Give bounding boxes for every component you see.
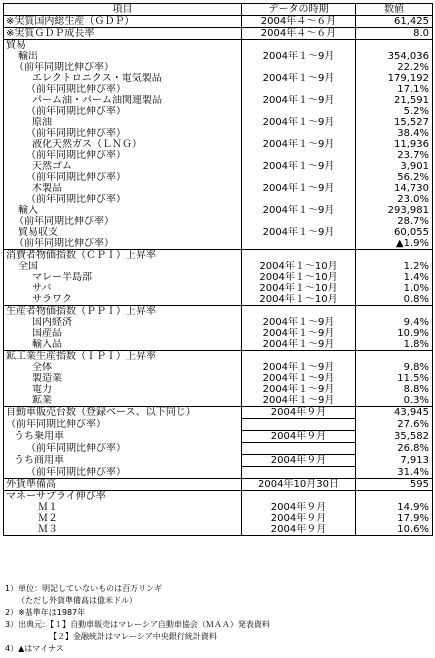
- value-cell: [356, 351, 433, 363]
- table-row: [4, 272, 433, 283]
- table-row: [4, 250, 433, 262]
- item-cell: （前年同期比伸び率）: [4, 128, 242, 139]
- item-cell: エレクトロニクス・電気製品: [4, 73, 242, 84]
- value-cell: 17.9%: [356, 513, 433, 524]
- item-cell: 貿易収支: [4, 227, 242, 238]
- period-cell: [242, 194, 356, 205]
- item-cell: 製造業: [4, 373, 242, 384]
- footnote-line: 1）単位：明記していないものは百万リンギ: [5, 584, 163, 593]
- table-row: [4, 339, 433, 351]
- period-cell: 2004年１～10月: [242, 283, 356, 294]
- value-cell: 1.4%: [356, 272, 433, 283]
- value-cell: 11.5%: [356, 373, 433, 384]
- item-cell: 国内経済: [4, 317, 242, 328]
- value-cell: 7,913: [356, 455, 433, 467]
- item-cell: マネーサプライ伸び率: [4, 491, 242, 503]
- period-cell: 2004年１～9月: [242, 328, 356, 339]
- value-cell: 9.8%: [356, 362, 433, 373]
- table-row: [4, 431, 433, 443]
- item-cell: 鉱業: [4, 395, 242, 407]
- table-row: [4, 455, 433, 467]
- item-cell: 国産品: [4, 328, 242, 339]
- table-row: [4, 62, 433, 73]
- value-cell: 11,936: [356, 139, 433, 150]
- item-cell: 原油: [4, 117, 242, 128]
- value-cell: 3,901: [356, 161, 433, 172]
- item-cell: （前年同期比伸び率）: [4, 62, 242, 73]
- value-cell: 23.0%: [356, 194, 433, 205]
- value-cell: 0.8%: [356, 294, 433, 306]
- period-cell: 2004年１～9月: [242, 373, 356, 384]
- table-row: [4, 491, 433, 503]
- table-row: [4, 73, 433, 84]
- table-row: [4, 467, 433, 479]
- value-cell: 35,582: [356, 431, 433, 443]
- item-cell: うち商用車: [4, 455, 242, 467]
- item-cell: うち乗用車: [4, 431, 242, 443]
- value-cell: 38.4%: [356, 128, 433, 139]
- table-row: [4, 351, 433, 363]
- value-cell: 26.8%: [356, 443, 433, 455]
- footnotes: [5, 583, 430, 655]
- period-cell: 2004年９月: [242, 455, 356, 467]
- table-row: [4, 395, 433, 407]
- period-cell: 2004年１～10月: [242, 272, 356, 283]
- item-cell: 全体: [4, 362, 242, 373]
- item-cell: パーム油・パーム油関連製品: [4, 95, 242, 106]
- item-cell: 電力: [4, 384, 242, 395]
- period-cell: 2004年９月: [242, 524, 356, 536]
- item-cell: Ｍ２: [4, 513, 242, 524]
- value-cell: 8.8%: [356, 384, 433, 395]
- footnote-line: （ただし外貨準備高は億米ドル）: [5, 596, 137, 605]
- footnote-line: 3）出典元：【１】自動車販売はマレーシア自動車協会（ＭＡＡ）発表資料: [5, 620, 270, 629]
- period-cell: [242, 150, 356, 161]
- item-cell: 輸入: [4, 205, 242, 216]
- period-cell: 2004年１～9月: [242, 95, 356, 106]
- period-cell: 2004年10月30日: [242, 479, 356, 491]
- period-cell: 2004年１～9月: [242, 205, 356, 216]
- item-cell: （前年同期比伸び率）: [4, 467, 242, 479]
- period-cell: [242, 443, 356, 455]
- item-cell: マレー半島部: [4, 272, 242, 283]
- header-period: データの時期: [242, 4, 356, 16]
- period-cell: 2004年１～9月: [242, 362, 356, 373]
- table-row: [4, 294, 433, 306]
- period-cell: 2004年９月: [242, 407, 356, 419]
- table-row: [4, 128, 433, 139]
- value-cell: 5.2%: [356, 106, 433, 117]
- table-row: [4, 216, 433, 227]
- period-cell: [242, 62, 356, 73]
- period-cell: 2004年１～9月: [242, 183, 356, 194]
- value-cell: 9.4%: [356, 317, 433, 328]
- value-cell: 28.7%: [356, 216, 433, 227]
- value-cell: 23.7%: [356, 150, 433, 161]
- value-cell: [356, 40, 433, 52]
- period-cell: 2004年１～9月: [242, 161, 356, 172]
- table-row: [4, 261, 433, 272]
- item-cell: （前年同期比伸び率）: [4, 419, 242, 431]
- item-cell: 貿易: [4, 40, 242, 52]
- table-row: [4, 513, 433, 524]
- item-cell: （前年同期比伸び率）: [4, 172, 242, 183]
- footnote-line: 2）※基準年は1987年: [5, 608, 86, 617]
- period-cell: [242, 491, 356, 503]
- item-cell: 消費者物価指数（ＣＰＩ）上昇率: [4, 250, 242, 262]
- item-cell: 鉱工業生産指数（ＩＰＩ）上昇率: [4, 351, 242, 363]
- item-cell: 天然ゴム: [4, 161, 242, 172]
- period-cell: 2004年１～9月: [242, 73, 356, 84]
- value-cell: 179,192: [356, 73, 433, 84]
- value-cell: 10.9%: [356, 328, 433, 339]
- period-cell: 2004年４～６月: [242, 16, 356, 28]
- table-row: [4, 362, 433, 373]
- item-cell: （前年同期比伸び率）: [4, 238, 242, 250]
- table-row: [4, 139, 433, 150]
- period-cell: 2004年１～9月: [242, 395, 356, 407]
- period-cell: 2004年１～9月: [242, 139, 356, 150]
- table-row: [4, 227, 433, 238]
- table-row: [4, 283, 433, 294]
- table-row: [4, 84, 433, 95]
- period-cell: [242, 106, 356, 117]
- period-cell: 2004年９月: [242, 431, 356, 443]
- item-cell: 液化天然ガス（ＬＮＧ）: [4, 139, 242, 150]
- header-value: 数値: [356, 4, 433, 16]
- item-cell: 自動車販売台数（登録ベース、以下同じ）: [4, 407, 242, 419]
- value-cell: 10.6%: [356, 524, 433, 536]
- value-cell: 14.9%: [356, 502, 433, 513]
- value-cell: 14,730: [356, 183, 433, 194]
- item-cell: サラワク: [4, 294, 242, 306]
- value-cell: 1.0%: [356, 283, 433, 294]
- footnote-line: 4）▲はマイナス: [5, 644, 64, 653]
- item-cell: ※実質ＧＤＰ成長率: [4, 28, 242, 40]
- value-cell: 1.8%: [356, 339, 433, 351]
- table-row: [4, 117, 433, 128]
- value-cell: 1.2%: [356, 261, 433, 272]
- value-cell: 293,981: [356, 205, 433, 216]
- table-row: [4, 172, 433, 183]
- period-cell: 2004年９月: [242, 502, 356, 513]
- table-row: [4, 95, 433, 106]
- table-row: [4, 40, 433, 52]
- value-cell: 354,036: [356, 51, 433, 62]
- table-row: [4, 183, 433, 194]
- item-cell: 全国: [4, 261, 242, 272]
- item-cell: （前年同期比伸び率）: [4, 84, 242, 95]
- table-row: [4, 205, 433, 216]
- item-cell: （前年同期比伸び率）: [4, 150, 242, 161]
- value-cell: 17.1%: [356, 84, 433, 95]
- indicators-table: [3, 3, 433, 536]
- value-cell: 22.2%: [356, 62, 433, 73]
- period-cell: 2004年４～６月: [242, 28, 356, 40]
- table-row: [4, 317, 433, 328]
- period-cell: [242, 172, 356, 183]
- item-cell: サバ: [4, 283, 242, 294]
- period-cell: [242, 128, 356, 139]
- table-row: [4, 194, 433, 205]
- item-cell: 外貨準備高: [4, 479, 242, 491]
- period-cell: [242, 306, 356, 318]
- value-cell: 595: [356, 479, 433, 491]
- value-cell: 0.3%: [356, 395, 433, 407]
- period-cell: [242, 216, 356, 227]
- period-cell: [242, 238, 356, 250]
- period-cell: [242, 40, 356, 52]
- table-row: [4, 106, 433, 117]
- item-cell: 輸出: [4, 51, 242, 62]
- table-row: [4, 419, 433, 431]
- item-cell: （前年同期比伸び率）: [4, 216, 242, 227]
- item-cell: 木製品: [4, 183, 242, 194]
- period-cell: [242, 84, 356, 95]
- footnote-line: 【２】金融統計はマレーシア中央銀行統計資料: [5, 632, 217, 641]
- table-row: [4, 407, 433, 419]
- item-cell: （前年同期比伸び率）: [4, 106, 242, 117]
- indicators-body: [4, 16, 433, 536]
- table-row: [4, 328, 433, 339]
- table-row: [4, 524, 433, 536]
- value-cell: 27.6%: [356, 419, 433, 431]
- period-cell: 2004年１～9月: [242, 339, 356, 351]
- table-row: [4, 28, 433, 40]
- item-cell: （前年同期比伸び率）: [4, 194, 242, 205]
- table-row: [4, 373, 433, 384]
- table-row: [4, 502, 433, 513]
- period-cell: [242, 250, 356, 262]
- table-row: [4, 16, 433, 28]
- value-cell: 8.0: [356, 28, 433, 40]
- period-cell: 2004年１～10月: [242, 294, 356, 306]
- item-cell: 輸入品: [4, 339, 242, 351]
- economic-indicators-sheet: [3, 3, 432, 536]
- table-row: [4, 150, 433, 161]
- period-cell: [242, 351, 356, 363]
- table-row: [4, 161, 433, 172]
- period-cell: 2004年１～9月: [242, 384, 356, 395]
- period-cell: [242, 419, 356, 431]
- value-cell: ▲1.9%: [356, 238, 433, 250]
- item-cell: Ｍ３: [4, 524, 242, 536]
- value-cell: 61,425: [356, 16, 433, 28]
- value-cell: 60,055: [356, 227, 433, 238]
- value-cell: 43,945: [356, 407, 433, 419]
- value-cell: 21,591: [356, 95, 433, 106]
- value-cell: [356, 250, 433, 262]
- value-cell: 56.2%: [356, 172, 433, 183]
- period-cell: [242, 467, 356, 479]
- table-row: [4, 384, 433, 395]
- value-cell: [356, 491, 433, 503]
- header-item: 項目: [4, 4, 242, 16]
- item-cell: Ｍ１: [4, 502, 242, 513]
- item-cell: 生産者物価指数（ＰＰＩ）上昇率: [4, 306, 242, 318]
- period-cell: 2004年１～9月: [242, 51, 356, 62]
- table-row: [4, 238, 433, 250]
- table-row: [4, 479, 433, 491]
- value-cell: [356, 306, 433, 318]
- period-cell: 2004年１～9月: [242, 317, 356, 328]
- table-row: [4, 51, 433, 62]
- period-cell: 2004年１～9月: [242, 117, 356, 128]
- value-cell: 15,527: [356, 117, 433, 128]
- table-row: [4, 443, 433, 455]
- period-cell: 2004年１～10月: [242, 261, 356, 272]
- table-row: [4, 306, 433, 318]
- header-row: [4, 4, 433, 16]
- item-cell: （前年同期比伸び率）: [4, 443, 242, 455]
- period-cell: 2004年１～9月: [242, 227, 356, 238]
- value-cell: 31.4%: [356, 467, 433, 479]
- period-cell: 2004年９月: [242, 513, 356, 524]
- item-cell: ※実質国内総生産（ＧＤＰ）: [4, 16, 242, 28]
